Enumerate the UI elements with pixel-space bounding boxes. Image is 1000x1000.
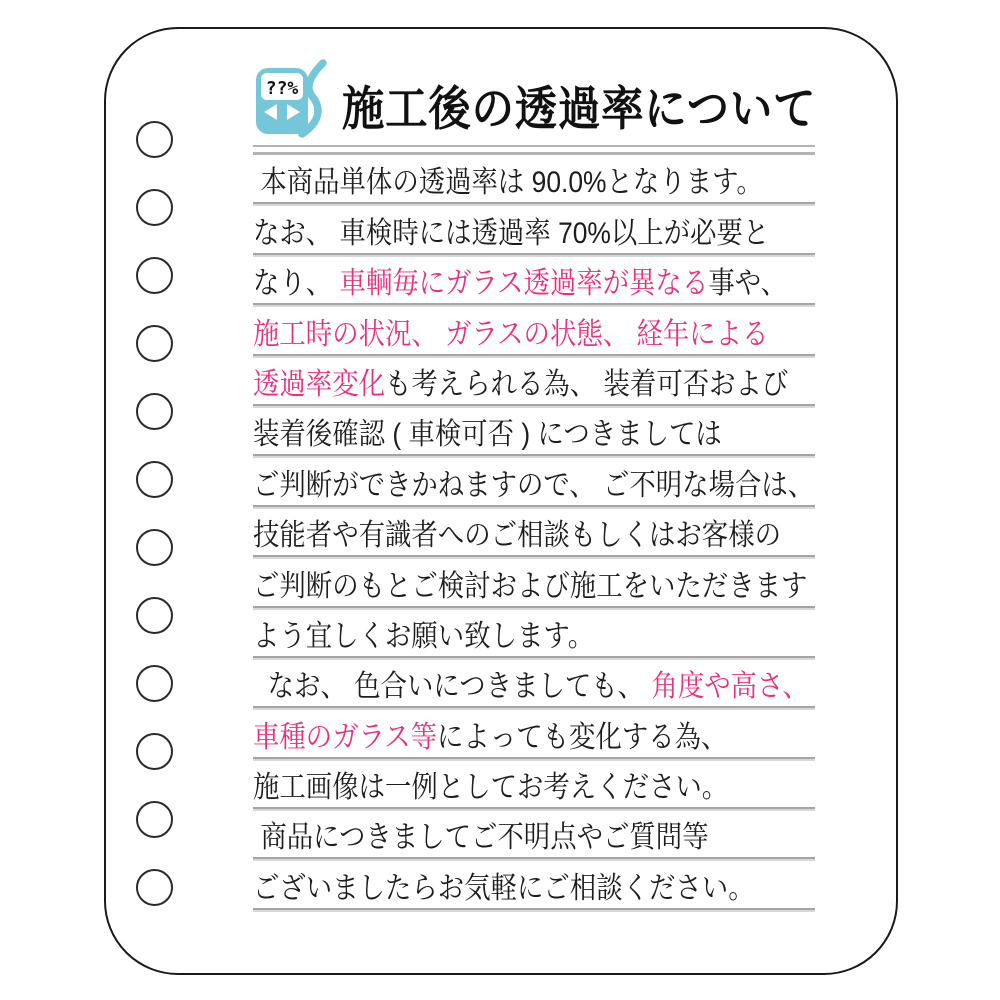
text-line-content	[253, 367, 789, 401]
text-segment: ご判断のもとご検討および施工をいただきます	[253, 569, 808, 603]
text-line-content	[253, 823, 709, 853]
punch-hole	[136, 325, 173, 362]
text-line-content	[253, 672, 809, 702]
text-line-content	[253, 216, 770, 250]
text-segment: も考えられる為、 装着可否および	[385, 367, 789, 401]
text-line	[253, 761, 815, 811]
text-line-content	[253, 269, 787, 299]
text-line-content	[253, 773, 728, 803]
text-line	[253, 206, 815, 256]
text-segment: なお、 色合いにつきましても、	[253, 670, 652, 704]
highlighted-text-segment: 車輌毎にガラス透過率が異なる	[339, 267, 709, 301]
text-line	[253, 861, 815, 911]
text-segment: 技能者や有識者へのご相談もしくはお客様の	[253, 519, 781, 553]
text-line	[253, 458, 815, 508]
text-line-content	[253, 619, 595, 653]
text-segment: なお、 車検時には透過率 70%以上が必要と	[253, 216, 770, 250]
transmittance-meter-icon	[250, 58, 342, 154]
ruled-line	[253, 908, 815, 912]
text-line	[253, 710, 815, 760]
punch-hole	[136, 529, 173, 566]
text-line	[253, 509, 815, 559]
text-segment: によっても変化する為、	[437, 720, 728, 754]
highlighted-text-segment: 車種のガラス等	[253, 720, 438, 754]
punch-hole	[136, 121, 173, 158]
text-segment: ご判断ができかねますので、 ご不明な場合は、	[253, 468, 815, 502]
text-segment: よう宜しくお願い致します。	[253, 619, 595, 653]
text-line-content	[253, 720, 728, 754]
punch-hole	[136, 393, 173, 430]
highlighted-text-segment: 施工時の状況、 ガラスの状態、 経年による	[253, 317, 769, 351]
punch-hole	[136, 801, 173, 838]
text-line	[253, 257, 815, 307]
punch-hole	[136, 665, 173, 702]
highlighted-text-segment: 透過率変化	[253, 367, 385, 401]
text-line	[253, 358, 815, 408]
punch-hole	[136, 597, 173, 634]
punch-hole	[136, 257, 173, 294]
text-line	[253, 156, 815, 206]
text-line-content	[253, 468, 815, 502]
text-line	[253, 408, 815, 458]
text-segment: なり、	[253, 267, 340, 301]
body-text	[253, 156, 815, 912]
text-segment: 本商品単体の透過率は 90.0%となります。	[253, 166, 763, 200]
text-line-content	[253, 317, 769, 351]
text-line	[253, 559, 815, 609]
highlighted-text-segment: 角度や高さ、	[651, 670, 809, 704]
punch-hole	[136, 733, 173, 770]
text-segment: 施工画像は一例としてお考えください。	[253, 771, 729, 805]
text-segment: ございましたらお気軽にご相談ください。	[253, 871, 755, 905]
punch-hole	[136, 461, 173, 498]
text-line	[253, 307, 815, 357]
text-line-content	[253, 521, 781, 551]
text-segment: 装着後確認 ( 車検可否 ) につきましては	[253, 418, 722, 452]
page-header	[250, 64, 820, 146]
meter-reading: ??%	[265, 78, 299, 99]
title-underline	[253, 145, 815, 155]
text-line-content	[253, 569, 808, 603]
punch-hole	[136, 869, 173, 906]
text-line-content	[253, 168, 763, 198]
page-title: 施工後の透過率について	[342, 81, 817, 135]
text-line	[253, 660, 815, 710]
text-line	[253, 811, 815, 861]
text-line-content	[253, 871, 755, 905]
text-segment: 商品につきましてご不明点やご質問等	[253, 821, 709, 855]
text-segment: 事や、	[708, 267, 788, 301]
punch-hole	[136, 189, 173, 226]
text-line-content	[253, 420, 722, 450]
text-line	[253, 610, 815, 660]
